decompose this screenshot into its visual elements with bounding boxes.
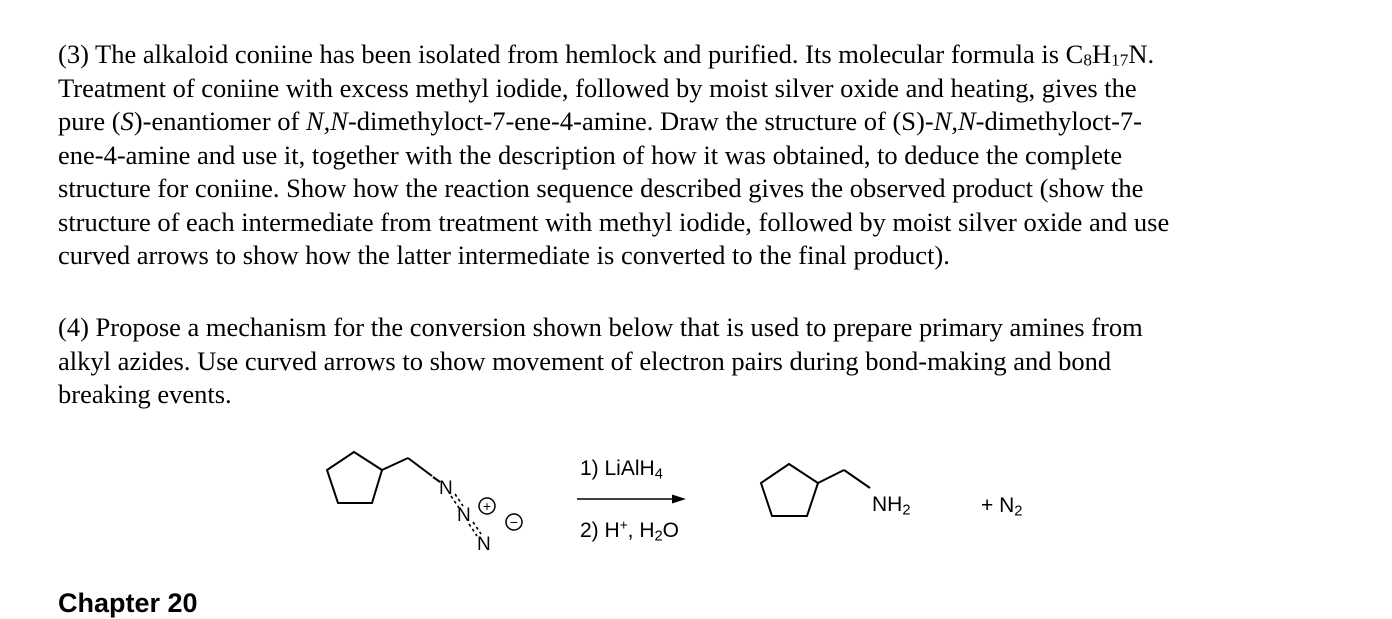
reagent-step-2: 2) H+, $H_2O$ <box>580 517 680 545</box>
product-ch2-bond-1 <box>818 470 844 483</box>
q3-line-4: ene-4-amine and use it, together with the description of how it was obtained, to deduce the complete <box>58 139 1123 170</box>
next-section-heading-partial: Chapter 20 <box>58 588 198 618</box>
nitrogen-byproduct-label: + $N_2$ <box>981 494 1023 520</box>
ch2-bond-2 <box>408 458 432 476</box>
question-3-text <box>58 38 1169 273</box>
q3-line-5: structure for coniine. Show how the reaction sequence described gives the observed product (show the <box>58 173 1144 203</box>
q3-line-1: (3) The alkaloid coniine has been isolated from hemlock and purified. Its molecular formula is $C_8H_{17}N$. <box>58 39 1155 70</box>
reaction-arrow-head <box>672 495 686 504</box>
q3-line-7: curved arrows to show how the latter intermediate is converted to the final product). <box>58 240 950 270</box>
scheme-drawing <box>0 430 1392 602</box>
q3-line-6: structure of each intermediate from treatment with methyl iodide, followed by moist silver oxide and use <box>58 206 1170 237</box>
amine-group-label: $NH_2$ <box>872 493 911 519</box>
n2-n3-double-bond-b <box>473 522 481 534</box>
azide-n2-label: N <box>457 505 471 526</box>
ch2-bond-1 <box>382 458 408 470</box>
cyclopentane-ring-product <box>761 464 818 516</box>
azide-n3-label: N <box>477 534 491 555</box>
plus-charge-symbol: + <box>482 498 492 514</box>
azide-n1-label: N <box>439 478 453 499</box>
product-c-n-bond <box>844 470 870 488</box>
q3-line-3: pure (S)-enantiomer of N,N-dimethyloct-7-ene-4-amine. Draw the structure of (S)-N,N-dimethyloct-7- <box>58 106 1142 136</box>
cyclopentane-ring-reactant <box>327 452 382 503</box>
q4-line-1: (4) Propose a mechanism for the conversion shown below that is used to prepare primary amines from <box>58 312 1143 342</box>
question-4-text <box>58 311 1143 412</box>
minus-charge-symbol: − <box>509 514 519 530</box>
q4-line-3: breaking events. <box>58 379 232 409</box>
reaction-scheme <box>0 430 1392 602</box>
reagent-step-1: 1) LiAlH$_4$ <box>580 457 663 483</box>
q4-line-2: alkyl azides. Use curved arrows to show movement of electron pairs during bond-making and bond <box>58 345 1112 376</box>
q3-line-2: Treatment of coniine with excess methyl iodide, followed by moist silver oxide and heating, gives the <box>58 72 1137 103</box>
